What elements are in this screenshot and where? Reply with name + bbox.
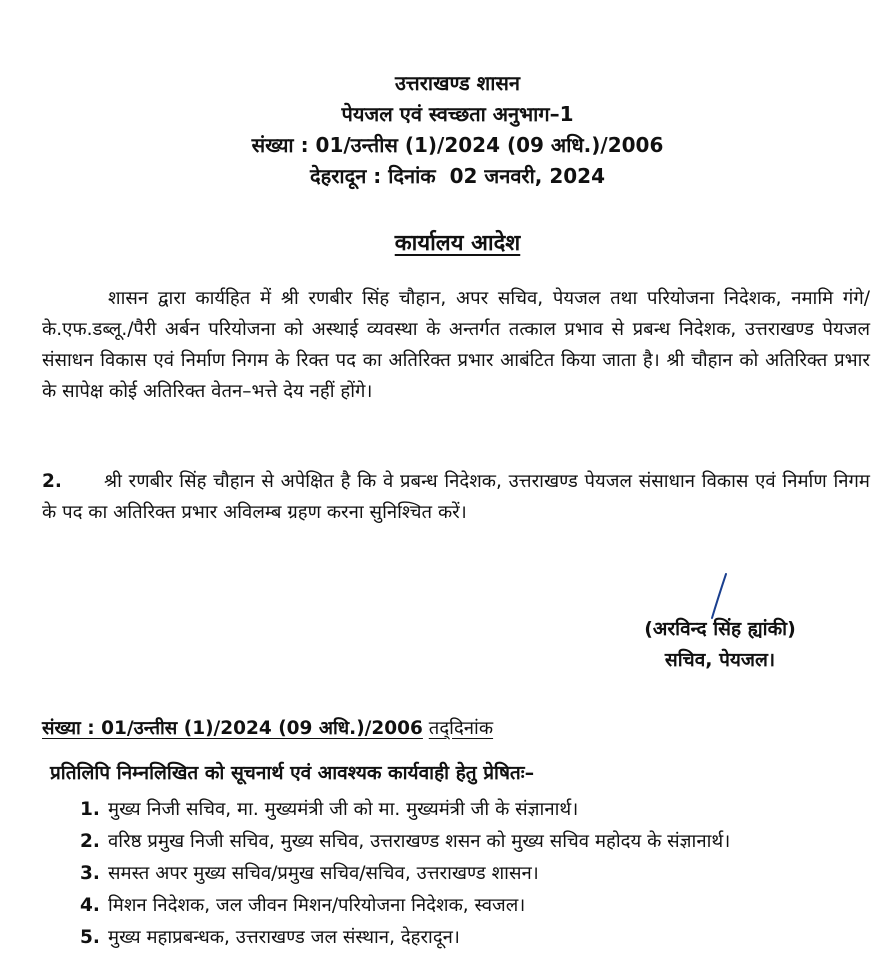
paragraph-2-text: श्री रणबीर सिंह चौहान से अपेक्षित है कि वे प्रबन्ध निदेशक, उत्तराखण्ड पेयजल संसाधान विकास एवं निर्माण निगम के पद का अतिरिक्त प्रभार अविलम्ब ग्रहण करना सुनिश्चित करें। <box>42 471 870 523</box>
copy-item-text: मुख्य महाप्रबन्धक, उत्तराखण्ड जल संस्थान, देहरादून। <box>108 927 460 948</box>
signature-block <box>620 614 820 676</box>
signatory-name: (अरविन्द सिंह ह्यांकी) <box>644 618 796 640</box>
copy-recipient-list <box>80 796 868 954</box>
copy-item-number: 5. <box>80 927 100 948</box>
copy-list-item <box>80 828 868 856</box>
paragraph-2-number: 2. <box>42 471 62 492</box>
copy-list-item <box>80 796 868 824</box>
reference-number: संख्या : 01/उन्तीस (1)/2024 (09 अधि.)/2006 <box>42 718 423 739</box>
copy-item-number: 4. <box>80 895 100 916</box>
copy-item-text: मिशन निदेशक, जल जीवन मिशन/परियोजना निदेशक, स्वजल। <box>108 895 526 916</box>
copy-heading: प्रतिलिपि निम्नलिखित को सूचनार्थ एवं आवश्यक कार्यवाही हेतु प्रेषितः– <box>50 762 535 784</box>
order-number: संख्या : 01/उन्तीस (1)/2024 (09 अधि.)/2006 <box>251 133 664 157</box>
place-and-date: देहरादून : दिनांक 02 जनवरी, 2024 <box>309 164 606 188</box>
paragraph-1: शासन द्वारा कार्यहित में श्री रणबीर सिंह चौहान, अपर सचिव, पेयजल तथा परियोजना निदेशक, नमामि गंगे/के.एफ.डब्लू./पैरी अर्बन परियोजना को अस्थाई व्यवस्था के अन्तर्गत तत्काल प्रभाव से प्रबन्ध निदेशक, उत्तराखण्ड पेयजल संसाधन विकास एवं निर्माण निगम के रिक्त पद का अतिरिक्त प्रभार आबंटित किया जाता है। श्री चौहान को अतिरिक्त प्रभार के सापेक्ष कोई अतिरिक्त वेतन–भत्ते देय नहीं होंगे। <box>42 288 870 402</box>
reference-line <box>42 714 493 744</box>
copy-item-text: समस्त अपर मुख्य सचिव/प्रमुख सचिव/सचिव, उत्तराखण्ड शासन। <box>108 863 539 884</box>
order-title-block <box>0 229 880 259</box>
copy-list-item <box>80 892 868 920</box>
copy-item-number: 2. <box>80 831 100 852</box>
copy-list-item <box>80 924 868 952</box>
department-section: पेयजल एवं स्वच्छता अनुभाग–1 <box>341 102 574 126</box>
copy-list-item <box>80 860 868 888</box>
document-header <box>0 68 880 192</box>
copy-item-number: 3. <box>80 863 100 884</box>
signatory-designation: सचिव, पेयजल। <box>664 649 776 671</box>
government-name: उत्तराखण्ड शासन <box>394 71 521 95</box>
reference-date: तद्‌दिनांक <box>428 718 494 739</box>
copy-item-text: वरिष्ठ प्रमुख निजी सचिव, मुख्य सचिव, उत्तराखण्ड शसन को मुख्य सचिव महोदय के संज्ञानार्थ। <box>108 831 731 852</box>
copy-item-number: 1. <box>80 799 100 820</box>
copy-item-text: मुख्य निजी सचिव, मा. मुख्यमंत्री जी को मा. मुख्यमंत्री जी के संज्ञानार्थ। <box>108 799 579 820</box>
paragraph-2 <box>42 466 870 528</box>
order-title: कार्यालय आदेश <box>394 231 521 256</box>
